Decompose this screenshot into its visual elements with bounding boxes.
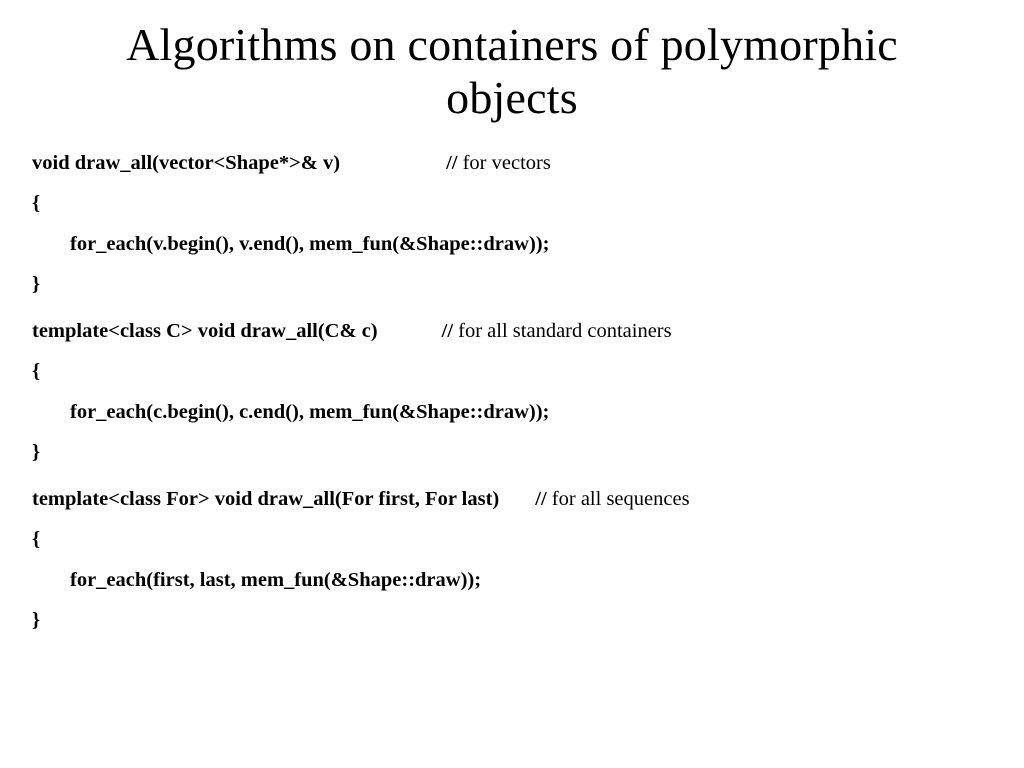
slide-body xyxy=(0,153,1024,631)
code-body-line xyxy=(32,570,994,591)
code-signature: template<class C> void draw_all(C& c) xyxy=(32,319,378,342)
code-open-brace: { xyxy=(32,192,41,215)
code-body-line xyxy=(32,402,994,423)
code-open-brace: { xyxy=(32,528,41,551)
code-open-brace: { xyxy=(32,360,41,383)
code-body: for_each(c.begin(), c.end(), mem_fun(&Shape::draw)); xyxy=(70,400,550,423)
code-block-sequences xyxy=(32,489,994,631)
code-comment xyxy=(446,153,551,174)
page-title: Algorithms on containers of polymorphic objects xyxy=(126,19,898,124)
code-signature-line xyxy=(32,489,994,510)
comment-slashes: // xyxy=(535,487,547,510)
code-comment xyxy=(535,489,689,510)
comment-text: for vectors xyxy=(457,151,551,174)
code-close-brace: } xyxy=(32,273,41,296)
code-body-line xyxy=(32,234,994,255)
comment-slashes: // xyxy=(446,151,458,174)
code-body: for_each(first, last, mem_fun(&Shape::draw)); xyxy=(70,568,482,591)
code-signature: template<class For> void draw_all(For first, For last) xyxy=(32,487,500,510)
code-block-standard-containers xyxy=(32,321,994,463)
code-signature-line xyxy=(32,153,994,174)
code-close-brace: } xyxy=(32,609,41,632)
code-body: for_each(v.begin(), v.end(), mem_fun(&Shape::draw)); xyxy=(70,232,550,255)
comment-slashes: // xyxy=(441,319,454,342)
comment-text: for all standard containers xyxy=(453,319,672,342)
code-block-vectors xyxy=(32,153,994,295)
comment-text: for all sequences xyxy=(546,487,690,510)
code-signature-line xyxy=(32,321,994,342)
code-close-brace: } xyxy=(32,441,41,464)
code-signature: void draw_all(vector<Shape*>& v) xyxy=(32,151,341,174)
code-comment xyxy=(442,321,672,342)
